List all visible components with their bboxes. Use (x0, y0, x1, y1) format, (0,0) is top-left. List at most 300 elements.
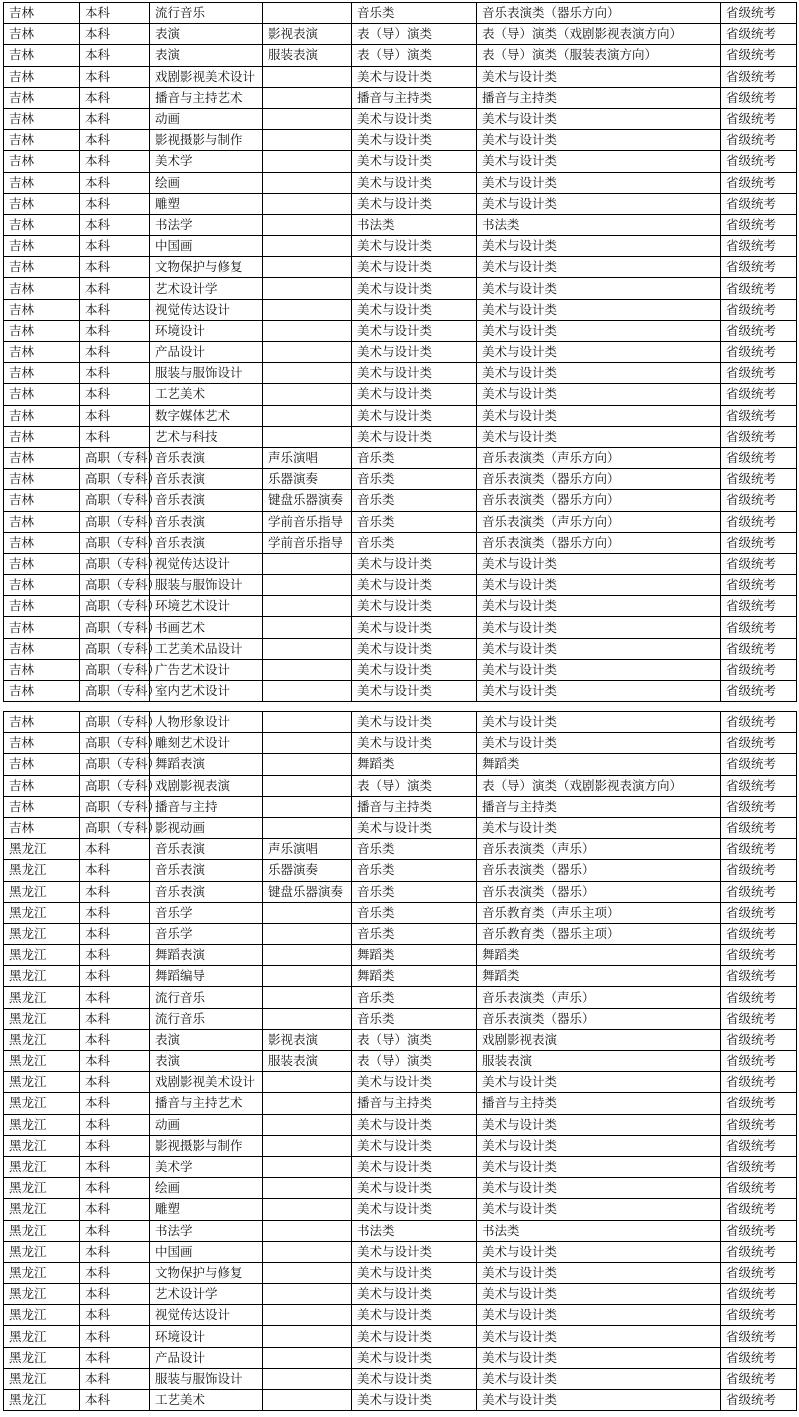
exam-subcategory-cell: 表（导）演类（戏剧影视表演方向） (477, 24, 721, 45)
direction-cell (263, 384, 352, 405)
exam-subcategory-cell: 美术与设计类 (477, 1178, 721, 1199)
exam-category-cell: 音乐类 (352, 902, 477, 923)
table-row (4, 881, 797, 902)
province-cell: 吉林 (4, 45, 80, 66)
exam-subcategory-cell: 美术与设计类 (477, 1241, 721, 1262)
exam-category-cell: 音乐类 (352, 881, 477, 902)
exam-subcategory-cell: 美术与设计类 (477, 681, 721, 702)
exam-type-cell: 省级统考 (721, 1178, 797, 1199)
province-cell: 黑龙江 (4, 1305, 80, 1326)
province-cell: 黑龙江 (4, 1284, 80, 1305)
major-cell: 工艺美术 (150, 384, 263, 405)
level-cell: 本科 (80, 257, 150, 278)
table-row (4, 1051, 797, 1072)
province-cell: 吉林 (4, 469, 80, 490)
table-row (4, 1135, 797, 1156)
exam-subcategory-cell: 美术与设计类 (477, 1284, 721, 1305)
level-cell: 本科 (80, 1241, 150, 1262)
major-cell: 环境艺术设计 (150, 596, 263, 617)
major-cell: 流行音乐 (150, 1008, 263, 1029)
admissions-table-part-1 (3, 2, 797, 702)
province-cell: 黑龙江 (4, 1262, 80, 1283)
exam-subcategory-cell: 美术与设计类 (477, 1156, 721, 1177)
direction-cell: 学前音乐指导 (263, 511, 352, 532)
major-cell: 服装与服饰设计 (150, 363, 263, 384)
province-cell: 黑龙江 (4, 1114, 80, 1135)
major-cell: 艺术与科技 (150, 426, 263, 447)
table-row (4, 733, 797, 754)
major-cell: 产品设计 (150, 1347, 263, 1368)
exam-category-cell: 音乐类 (352, 469, 477, 490)
direction-cell (263, 1008, 352, 1029)
direction-cell (263, 817, 352, 838)
level-cell: 本科 (80, 987, 150, 1008)
exam-type-cell: 省级统考 (721, 1135, 797, 1156)
exam-category-cell: 美术与设计类 (352, 193, 477, 214)
province-cell: 吉林 (4, 278, 80, 299)
level-cell: 本科 (80, 881, 150, 902)
exam-category-cell: 音乐类 (352, 1008, 477, 1029)
table-row (4, 1008, 797, 1029)
exam-subcategory-cell: 音乐表演类（器乐方向） (477, 532, 721, 553)
level-cell: 本科 (80, 3, 150, 24)
direction-cell: 声乐演唱 (263, 447, 352, 468)
exam-category-cell: 播音与主持类 (352, 796, 477, 817)
exam-category-cell: 美术与设计类 (352, 1072, 477, 1093)
province-cell: 黑龙江 (4, 1390, 80, 1411)
direction-cell (263, 1284, 352, 1305)
exam-category-cell: 美术与设计类 (352, 1262, 477, 1283)
exam-subcategory-cell: 音乐表演类（声乐） (477, 839, 721, 860)
major-cell: 表演 (150, 24, 263, 45)
province-cell: 吉林 (4, 817, 80, 838)
exam-type-cell: 省级统考 (721, 1199, 797, 1220)
exam-category-cell: 表（导）演类 (352, 24, 477, 45)
exam-subcategory-cell: 播音与主持类 (477, 1093, 721, 1114)
level-cell: 本科 (80, 426, 150, 447)
exam-category-cell: 舞蹈类 (352, 754, 477, 775)
exam-category-cell: 音乐类 (352, 490, 477, 511)
province-cell: 吉林 (4, 108, 80, 129)
table-row (4, 130, 797, 151)
exam-category-cell: 美术与设计类 (352, 1199, 477, 1220)
major-cell: 数字媒体艺术 (150, 405, 263, 426)
table-row (4, 299, 797, 320)
table-row (4, 1220, 797, 1241)
level-cell: 高职（专科） (80, 681, 150, 702)
table-row (4, 1199, 797, 1220)
direction-cell (263, 923, 352, 944)
exam-category-cell: 美术与设计类 (352, 1368, 477, 1389)
direction-cell (263, 733, 352, 754)
exam-type-cell: 省级统考 (721, 1029, 797, 1050)
exam-subcategory-cell: 书法类 (477, 1220, 721, 1241)
province-cell: 吉林 (4, 532, 80, 553)
exam-category-cell: 美术与设计类 (352, 108, 477, 129)
major-cell: 视觉传达设计 (150, 553, 263, 574)
level-cell: 本科 (80, 1114, 150, 1135)
level-cell: 本科 (80, 902, 150, 923)
exam-type-cell: 省级统考 (721, 130, 797, 151)
exam-subcategory-cell: 美术与设计类 (477, 1199, 721, 1220)
level-cell: 高职（专科） (80, 638, 150, 659)
province-cell: 吉林 (4, 775, 80, 796)
province-cell: 黑龙江 (4, 1220, 80, 1241)
province-cell: 吉林 (4, 66, 80, 87)
province-cell: 吉林 (4, 172, 80, 193)
exam-subcategory-cell: 戏剧影视表演 (477, 1029, 721, 1050)
major-cell: 中国画 (150, 236, 263, 257)
exam-subcategory-cell: 音乐表演类（声乐方向） (477, 447, 721, 468)
province-cell: 黑龙江 (4, 860, 80, 881)
exam-category-cell: 美术与设计类 (352, 66, 477, 87)
exam-category-cell: 音乐类 (352, 532, 477, 553)
table-row (4, 1305, 797, 1326)
exam-subcategory-cell: 美术与设计类 (477, 596, 721, 617)
exam-category-cell: 美术与设计类 (352, 384, 477, 405)
direction-cell (263, 1220, 352, 1241)
exam-type-cell: 省级统考 (721, 987, 797, 1008)
exam-type-cell: 省级统考 (721, 384, 797, 405)
level-cell: 本科 (80, 193, 150, 214)
exam-category-cell: 美术与设计类 (352, 151, 477, 172)
direction-cell (263, 320, 352, 341)
direction-cell (263, 3, 352, 24)
level-cell: 高职（专科） (80, 733, 150, 754)
exam-subcategory-cell: 美术与设计类 (477, 384, 721, 405)
exam-type-cell: 省级统考 (721, 839, 797, 860)
exam-subcategory-cell: 美术与设计类 (477, 278, 721, 299)
exam-subcategory-cell: 美术与设计类 (477, 1114, 721, 1135)
table-row (4, 469, 797, 490)
exam-category-cell: 音乐类 (352, 987, 477, 1008)
direction-cell (263, 617, 352, 638)
province-cell: 吉林 (4, 87, 80, 108)
table-row (4, 902, 797, 923)
table-row (4, 532, 797, 553)
major-cell: 雕塑 (150, 193, 263, 214)
major-cell: 人物形象设计 (150, 712, 263, 733)
direction-cell: 声乐演唱 (263, 839, 352, 860)
exam-subcategory-cell: 美术与设计类 (477, 1072, 721, 1093)
direction-cell (263, 172, 352, 193)
exam-type-cell: 省级统考 (721, 575, 797, 596)
province-cell: 吉林 (4, 575, 80, 596)
exam-type-cell: 省级统考 (721, 151, 797, 172)
exam-subcategory-cell: 美术与设计类 (477, 193, 721, 214)
level-cell: 高职（专科） (80, 490, 150, 511)
exam-type-cell: 省级统考 (721, 511, 797, 532)
major-cell: 影视动画 (150, 817, 263, 838)
exam-subcategory-cell: 舞蹈类 (477, 754, 721, 775)
exam-category-cell: 音乐类 (352, 447, 477, 468)
level-cell: 本科 (80, 1284, 150, 1305)
table-body-2 (4, 712, 797, 1411)
level-cell: 本科 (80, 342, 150, 363)
direction-cell (263, 902, 352, 923)
table-row (4, 1029, 797, 1050)
direction-cell (263, 363, 352, 384)
province-cell: 吉林 (4, 363, 80, 384)
exam-subcategory-cell: 美术与设计类 (477, 1368, 721, 1389)
exam-subcategory-cell: 美术与设计类 (477, 236, 721, 257)
table-row (4, 45, 797, 66)
exam-subcategory-cell: 美术与设计类 (477, 66, 721, 87)
level-cell: 高职（专科） (80, 532, 150, 553)
table-row (4, 1347, 797, 1368)
level-cell: 高职（专科） (80, 575, 150, 596)
table-row (4, 257, 797, 278)
direction-cell (263, 66, 352, 87)
exam-type-cell: 省级统考 (721, 1305, 797, 1326)
direction-cell (263, 1114, 352, 1135)
major-cell: 影视摄影与制作 (150, 1135, 263, 1156)
direction-cell (263, 681, 352, 702)
exam-type-cell: 省级统考 (721, 617, 797, 638)
exam-type-cell: 省级统考 (721, 214, 797, 235)
major-cell: 音乐表演 (150, 469, 263, 490)
exam-category-cell: 美术与设计类 (352, 553, 477, 574)
table-row (4, 1114, 797, 1135)
direction-cell (263, 108, 352, 129)
province-cell: 黑龙江 (4, 902, 80, 923)
table-row (4, 945, 797, 966)
major-cell: 视觉传达设计 (150, 299, 263, 320)
table-row (4, 490, 797, 511)
direction-cell: 乐器演奏 (263, 469, 352, 490)
major-cell: 戏剧影视美术设计 (150, 1072, 263, 1093)
table-row (4, 151, 797, 172)
exam-type-cell: 省级统考 (721, 87, 797, 108)
major-cell: 工艺美术 (150, 1390, 263, 1411)
exam-type-cell: 省级统考 (721, 754, 797, 775)
major-cell: 音乐表演 (150, 532, 263, 553)
province-cell: 黑龙江 (4, 1326, 80, 1347)
province-cell: 黑龙江 (4, 1029, 80, 1050)
table-row (4, 712, 797, 733)
level-cell: 本科 (80, 278, 150, 299)
table-row (4, 363, 797, 384)
direction-cell (263, 1072, 352, 1093)
exam-type-cell: 省级统考 (721, 902, 797, 923)
province-cell: 黑龙江 (4, 839, 80, 860)
table-row (4, 817, 797, 838)
level-cell: 本科 (80, 320, 150, 341)
exam-type-cell: 省级统考 (721, 363, 797, 384)
province-cell: 吉林 (4, 24, 80, 45)
exam-subcategory-cell: 音乐表演类（器乐方向） (477, 469, 721, 490)
province-cell: 吉林 (4, 596, 80, 617)
direction-cell (263, 987, 352, 1008)
level-cell: 本科 (80, 1178, 150, 1199)
direction-cell (263, 257, 352, 278)
major-cell: 播音与主持艺术 (150, 1093, 263, 1114)
level-cell: 高职（专科） (80, 469, 150, 490)
exam-category-cell: 美术与设计类 (352, 1347, 477, 1368)
direction-cell: 学前音乐指导 (263, 532, 352, 553)
level-cell: 本科 (80, 1305, 150, 1326)
major-cell: 绘画 (150, 172, 263, 193)
exam-type-cell: 省级统考 (721, 681, 797, 702)
exam-type-cell: 省级统考 (721, 1241, 797, 1262)
major-cell: 广告艺术设计 (150, 659, 263, 680)
exam-type-cell: 省级统考 (721, 1284, 797, 1305)
level-cell: 本科 (80, 923, 150, 944)
level-cell: 本科 (80, 966, 150, 987)
exam-subcategory-cell: 美术与设计类 (477, 659, 721, 680)
major-cell: 音乐学 (150, 902, 263, 923)
exam-subcategory-cell: 美术与设计类 (477, 1390, 721, 1411)
exam-subcategory-cell: 美术与设计类 (477, 733, 721, 754)
exam-category-cell: 表（导）演类 (352, 1051, 477, 1072)
exam-type-cell: 省级统考 (721, 1347, 797, 1368)
province-cell: 吉林 (4, 426, 80, 447)
province-cell: 吉林 (4, 490, 80, 511)
direction-cell: 键盘乐器演奏 (263, 490, 352, 511)
province-cell: 吉林 (4, 511, 80, 532)
level-cell: 本科 (80, 1135, 150, 1156)
level-cell: 本科 (80, 1347, 150, 1368)
exam-category-cell: 美术与设计类 (352, 257, 477, 278)
exam-type-cell: 省级统考 (721, 1262, 797, 1283)
exam-category-cell: 音乐类 (352, 860, 477, 881)
exam-category-cell: 美术与设计类 (352, 342, 477, 363)
exam-type-cell: 省级统考 (721, 923, 797, 944)
exam-type-cell: 省级统考 (721, 1114, 797, 1135)
table-row (4, 617, 797, 638)
exam-category-cell: 音乐类 (352, 511, 477, 532)
province-cell: 黑龙江 (4, 1008, 80, 1029)
direction-cell: 影视表演 (263, 1029, 352, 1050)
exam-type-cell: 省级统考 (721, 1220, 797, 1241)
major-cell: 音乐表演 (150, 839, 263, 860)
major-cell: 动画 (150, 108, 263, 129)
table-row (4, 775, 797, 796)
exam-subcategory-cell: 美术与设计类 (477, 151, 721, 172)
table-row (4, 24, 797, 45)
major-cell: 书法学 (150, 214, 263, 235)
province-cell: 黑龙江 (4, 881, 80, 902)
exam-type-cell: 省级统考 (721, 712, 797, 733)
exam-subcategory-cell: 美术与设计类 (477, 363, 721, 384)
table-row (4, 87, 797, 108)
exam-type-cell: 省级统考 (721, 3, 797, 24)
province-cell: 吉林 (4, 447, 80, 468)
province-cell: 黑龙江 (4, 1199, 80, 1220)
level-cell: 本科 (80, 66, 150, 87)
exam-subcategory-cell: 书法类 (477, 214, 721, 235)
major-cell: 中国画 (150, 1241, 263, 1262)
major-cell: 雕刻艺术设计 (150, 733, 263, 754)
exam-type-cell: 省级统考 (721, 342, 797, 363)
direction-cell (263, 278, 352, 299)
direction-cell (263, 1178, 352, 1199)
table-row (4, 172, 797, 193)
level-cell: 本科 (80, 839, 150, 860)
direction-cell (263, 596, 352, 617)
province-cell: 黑龙江 (4, 1156, 80, 1177)
table-row (4, 860, 797, 881)
province-cell: 黑龙江 (4, 1241, 80, 1262)
admissions-table-part-2 (3, 711, 797, 1411)
table-row (4, 1093, 797, 1114)
level-cell: 本科 (80, 24, 150, 45)
table-row (4, 1284, 797, 1305)
exam-category-cell: 表（导）演类 (352, 1029, 477, 1050)
table-row (4, 1178, 797, 1199)
direction-cell (263, 214, 352, 235)
exam-subcategory-cell: 音乐表演类（器乐方向） (477, 3, 721, 24)
exam-category-cell: 美术与设计类 (352, 299, 477, 320)
exam-type-cell: 省级统考 (721, 320, 797, 341)
major-cell: 表演 (150, 1029, 263, 1050)
major-cell: 艺术设计学 (150, 278, 263, 299)
level-cell: 本科 (80, 1072, 150, 1093)
exam-category-cell: 美术与设计类 (352, 1305, 477, 1326)
exam-subcategory-cell: 音乐表演类（声乐） (477, 987, 721, 1008)
exam-subcategory-cell: 美术与设计类 (477, 553, 721, 574)
exam-type-cell: 省级统考 (721, 193, 797, 214)
table-row (4, 575, 797, 596)
major-cell: 文物保护与修复 (150, 257, 263, 278)
exam-subcategory-cell: 美术与设计类 (477, 257, 721, 278)
level-cell: 高职（专科） (80, 754, 150, 775)
level-cell: 本科 (80, 299, 150, 320)
exam-type-cell: 省级统考 (721, 172, 797, 193)
direction-cell (263, 130, 352, 151)
exam-category-cell: 美术与设计类 (352, 278, 477, 299)
exam-category-cell: 表（导）演类 (352, 45, 477, 66)
exam-category-cell: 美术与设计类 (352, 638, 477, 659)
exam-subcategory-cell: 舞蹈类 (477, 945, 721, 966)
exam-subcategory-cell: 美术与设计类 (477, 617, 721, 638)
exam-type-cell: 省级统考 (721, 469, 797, 490)
exam-subcategory-cell: 音乐表演类（器乐） (477, 860, 721, 881)
level-cell: 高职（专科） (80, 775, 150, 796)
level-cell: 本科 (80, 1008, 150, 1029)
direction-cell (263, 426, 352, 447)
province-cell: 吉林 (4, 342, 80, 363)
exam-type-cell: 省级统考 (721, 24, 797, 45)
table-row (4, 511, 797, 532)
province-cell: 吉林 (4, 130, 80, 151)
table-row (4, 3, 797, 24)
major-cell: 表演 (150, 1051, 263, 1072)
direction-cell (263, 1305, 352, 1326)
level-cell: 本科 (80, 1029, 150, 1050)
exam-subcategory-cell: 美术与设计类 (477, 405, 721, 426)
exam-category-cell: 美术与设计类 (352, 1135, 477, 1156)
major-cell: 视觉传达设计 (150, 1305, 263, 1326)
exam-category-cell: 美术与设计类 (352, 236, 477, 257)
direction-cell (263, 236, 352, 257)
direction-cell (263, 1135, 352, 1156)
province-cell: 黑龙江 (4, 945, 80, 966)
direction-cell (263, 575, 352, 596)
exam-category-cell: 表（导）演类 (352, 775, 477, 796)
exam-category-cell: 美术与设计类 (352, 1284, 477, 1305)
major-cell: 书法学 (150, 1220, 263, 1241)
table-row (4, 66, 797, 87)
province-cell: 吉林 (4, 214, 80, 235)
province-cell: 吉林 (4, 3, 80, 24)
major-cell: 音乐学 (150, 923, 263, 944)
major-cell: 美术学 (150, 151, 263, 172)
level-cell: 高职（专科） (80, 511, 150, 532)
exam-type-cell: 省级统考 (721, 881, 797, 902)
level-cell: 高职（专科） (80, 796, 150, 817)
exam-subcategory-cell: 美术与设计类 (477, 817, 721, 838)
